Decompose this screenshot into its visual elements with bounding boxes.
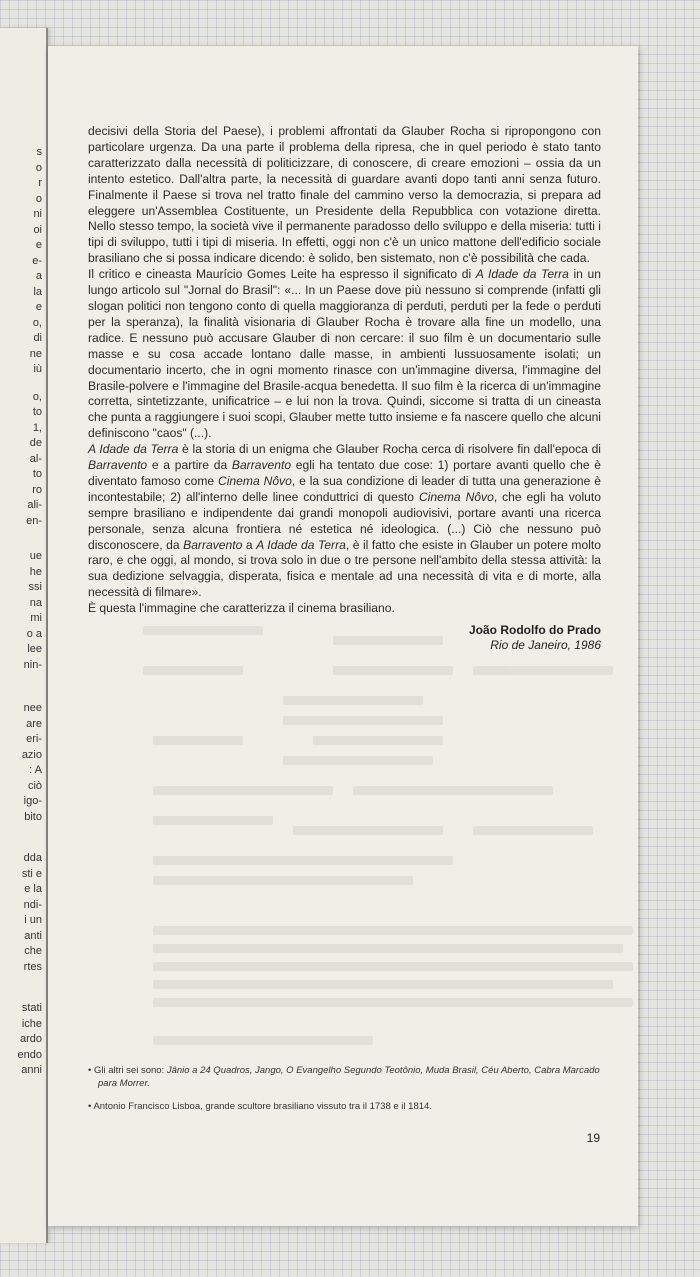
cut-off-text-fragment: igo- xyxy=(23,795,42,807)
italic-title: A Idade da Terra xyxy=(88,442,179,457)
show-through-line xyxy=(153,876,413,885)
footnote xyxy=(88,1100,601,1113)
cut-off-text-fragment: s xyxy=(36,146,42,158)
italic-title: Barravento xyxy=(183,537,243,552)
italic-title: Cinema Nôvo xyxy=(418,489,494,504)
show-through-line xyxy=(333,636,443,645)
cut-off-text-fragment: en- xyxy=(26,514,42,527)
show-through-line xyxy=(153,926,633,935)
cut-off-text-fragment: di xyxy=(33,332,42,344)
show-through-line xyxy=(153,786,333,795)
show-through-line xyxy=(473,666,613,675)
cut-off-text-fragment: a xyxy=(35,270,42,282)
cut-off-text-fragment: are xyxy=(26,717,42,730)
cut-off-text-fragment: e xyxy=(35,239,42,251)
italic-title: Cinema Nôvo xyxy=(218,473,292,488)
signature-block xyxy=(469,623,601,653)
show-through-line xyxy=(283,696,423,705)
cut-off-text-fragment: stati xyxy=(21,1002,42,1014)
cut-off-text-fragment: to xyxy=(32,406,42,418)
text-run: e a partire da xyxy=(147,458,232,473)
cut-off-text-fragment: ne xyxy=(29,347,42,360)
cut-off-text-fragment: ndi- xyxy=(23,898,42,911)
cut-off-text-fragment: na xyxy=(29,596,42,609)
cut-off-text-fragment: ni xyxy=(33,208,42,220)
text-run: egli ha tentato due cose: 1) portare avanti quello che è diventato famoso come xyxy=(88,458,602,488)
cut-off-text-fragment: r xyxy=(38,177,42,189)
cut-off-text-fragment: che xyxy=(24,945,42,957)
text-run: , che egli ha voluto sempre brasiliano e indipendente dai grandi monopoli audiovisivi, portare avanti una ricerca personale, senza alcuna frontiera né estetica né ideologica. (...) Ciò che nessuno può disconoscere, da xyxy=(88,489,601,552)
cut-off-text-fragment: anni xyxy=(21,1064,42,1076)
show-through-line xyxy=(313,736,443,745)
article-body xyxy=(88,124,601,617)
cut-off-text-fragment: nin- xyxy=(23,658,42,671)
show-through-line xyxy=(143,666,243,675)
author-name: João Rodolfo do Prado xyxy=(469,623,601,637)
cut-off-text-fragment: endo xyxy=(17,1048,42,1061)
show-through-line xyxy=(153,944,623,953)
cut-off-text-fragment: sti e xyxy=(21,867,42,880)
cut-off-text-fragment: : A xyxy=(29,764,42,776)
cut-off-text-fragment: ue xyxy=(29,550,42,562)
show-through-line xyxy=(283,716,443,725)
show-through-line xyxy=(143,626,263,635)
text-run: • Gli altri sei sono: xyxy=(88,1065,167,1076)
text-run: , è il fatto che esiste in Glauber un potere molto raro, e che oggi, al mondo, si trova solo in due o tre persone nell'ambito della stessa attività: la sua dedizione selvaggia, disperata, fisica e mentale ad una necessità di vita e di morte, alla necessità di filmare». xyxy=(88,537,601,600)
cut-off-text-fragment: e xyxy=(35,301,42,313)
italic-title: Jânio a 24 Quadros, Jango, O Evangelho Segundo Teotônio, Muda Brasil, Céu Aberto, Cabra Marcado para Morrer. xyxy=(98,1065,600,1089)
text-run: a xyxy=(242,537,257,552)
cut-off-text-fragment: e- xyxy=(32,254,42,267)
text-run: , e la sua condizione di leader di tutta una generazione è incontestabile; 2) all'interno delle linee conduttrici di questo xyxy=(88,473,601,504)
cut-off-text-fragment: o, xyxy=(32,316,42,329)
italic-title: A Idade da Terra xyxy=(475,267,569,282)
paragraph xyxy=(88,267,601,442)
cut-off-text-fragment: mi xyxy=(30,612,42,624)
cut-off-text-fragment: lee xyxy=(27,643,42,655)
cut-off-text-fragment: eri- xyxy=(26,733,42,745)
text-run: È questa l'immagine che caratterizza il cinema brasiliano. xyxy=(88,601,395,616)
previous-page-edge xyxy=(0,28,48,1243)
cut-off-text-fragment: ssi xyxy=(28,581,42,593)
document-page xyxy=(48,46,638,1226)
show-through-line xyxy=(353,786,553,795)
footnote xyxy=(88,1064,601,1090)
text-run: • Antonio Francisco Lisboa, grande scultore brasiliano vissuto tra il 1738 e il 1814. xyxy=(88,1101,432,1112)
cut-off-text-fragment: ali- xyxy=(27,499,42,511)
show-through-line xyxy=(153,962,633,971)
cut-off-text-fragment: rtes xyxy=(23,960,42,973)
paragraph xyxy=(88,124,601,267)
italic-title: A Idade da Terra xyxy=(256,537,346,552)
cut-off-text-fragment: bito xyxy=(24,810,42,823)
cut-off-text-fragment: al- xyxy=(29,452,42,465)
cut-off-text-fragment: 1, xyxy=(32,421,42,434)
show-through-text xyxy=(93,626,613,1046)
cut-off-text-fragment: ardo xyxy=(19,1033,42,1045)
text-run: decisivi della Storia del Paese), i problemi affrontati da Glauber Rocha si ripropongono con particolare urgenza. Da una parte il problema della ripresa, che in quel periodo è stato tanto caratterizzato dalla necessità di politicizzare, di conoscere, di creare emozioni – ossia da un intento estetico. Dall'altra parte, la necessità di guardare avanti dopo tanti anni senza futuro. Finalmente il Paese si trova nel tratto finale del cammino verso la democrazia, si prepara ad eleggere un'Assemblea Costituente, un Presidente della Repubblica con votazione diretta. Nello stesso tempo, la società vive il permanente paradosso dello sviluppo e della miseria: tutti i tipi di sviluppo, tutti i tipi di miseria. In effetti, oggi non c'è un unico mattone dell'edificio sociale brasiliano che si possa indicare dicendo: è solido, ben sistemato, non c'è possibilità che cada. xyxy=(88,124,601,266)
cut-off-text-fragment: he xyxy=(29,565,42,578)
cut-off-text-fragment: e la xyxy=(24,883,42,895)
text-run: è la storia di un enigma che Glauber Rocha cerca di risolvere fin dall'epoca di xyxy=(178,442,601,457)
cut-off-text-fragment: oi xyxy=(33,223,42,236)
cut-off-text-fragment: ro xyxy=(32,483,42,496)
author-place-date: Rio de Janeiro, 1986 xyxy=(490,638,601,652)
show-through-line xyxy=(283,756,433,765)
show-through-line xyxy=(153,1036,373,1045)
show-through-line xyxy=(153,816,273,825)
show-through-line xyxy=(153,980,613,989)
show-through-line xyxy=(293,826,443,835)
cut-off-text-fragment: iù xyxy=(33,363,42,375)
page-number: 19 xyxy=(586,1131,600,1145)
text-run: in un lungo articolo sul "Jornal do Brasil": «... In un Paese dove più nessuno si comprende (infatti gli slogan politici non tengono conto di quella maggioranza di perduti, perduti per la fede o perduti per la speranza), la finalità visionaria di Glauber Rocha è trovare alla fine un modello, una radice. E nessuno può accusare Glauber di non cercare: il suo film è un documentario sulle masse e su cosa accade lontano dalle masse, in ambienti lussuosamente isolati; un documentario incerto, che in ogni momento rinasce con un'immagine diversa, l'immagine del Brasile-polvere e l'immagine del Brasile-acqua benedetta. Il suo film è la ricerca di un'immagine corretta, sintetizzante, unificatrice – e lui non la trova. Quindi, siccome si tratta di un cineasta che punta a raggiungere i suoi scopi, Glauber mette tutto insieme e fa nascere quello che alcuni definiscono "caos" (...). xyxy=(88,267,601,441)
text-run: Il critico e cineasta Maurício Gomes Leite ha espresso il significato di xyxy=(88,267,476,282)
paragraph xyxy=(88,442,601,601)
cut-off-text-fragment: to xyxy=(32,468,42,480)
paragraph xyxy=(88,601,601,617)
show-through-line xyxy=(333,666,453,675)
cut-off-text-fragment: nee xyxy=(23,702,42,714)
italic-title: Barravento xyxy=(231,458,292,473)
cut-off-text-fragment: anti xyxy=(24,929,42,942)
cut-off-text-fragment: ciò xyxy=(27,779,42,792)
cut-off-text-fragment: o xyxy=(35,161,42,174)
cut-off-text-fragment: dda xyxy=(23,852,42,864)
italic-title: Barravento xyxy=(88,458,148,473)
cut-off-text-fragment: o a xyxy=(26,627,42,640)
cut-off-text-fragment: la xyxy=(33,285,42,298)
show-through-line xyxy=(153,856,453,865)
footnotes xyxy=(88,1064,601,1123)
cut-off-text-fragment: i un xyxy=(24,914,42,926)
cut-off-text-fragment: iche xyxy=(21,1017,42,1030)
show-through-line xyxy=(153,998,633,1007)
cut-off-text-fragment: o xyxy=(35,192,42,205)
show-through-line xyxy=(153,736,243,745)
cut-off-text-fragment: de xyxy=(29,437,42,449)
cut-off-text-fragment: o, xyxy=(32,390,42,403)
show-through-line xyxy=(473,826,593,835)
cut-off-text-fragment: azio xyxy=(21,748,42,761)
